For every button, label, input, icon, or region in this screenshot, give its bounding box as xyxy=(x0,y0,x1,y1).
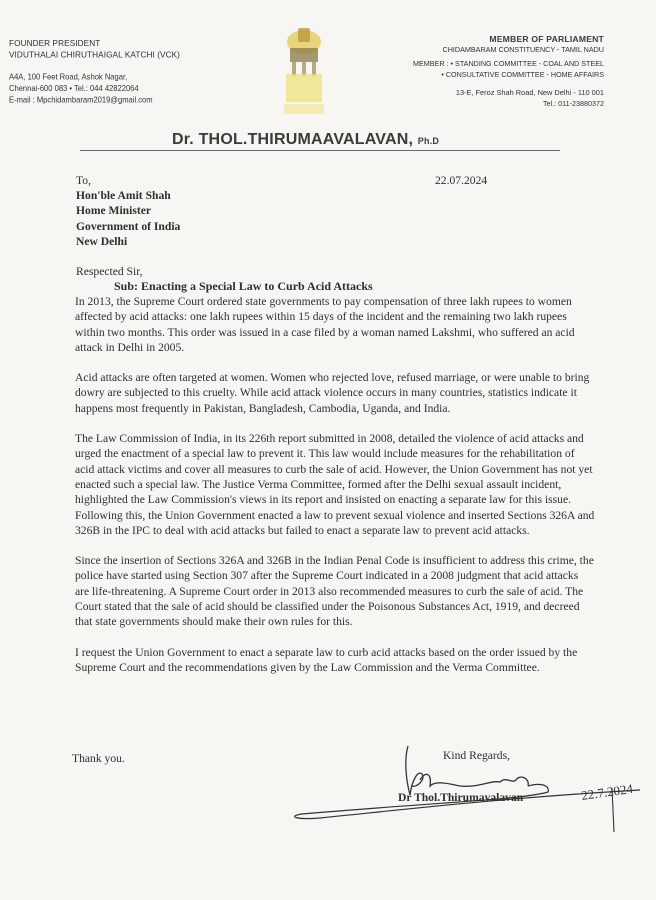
kind-regards: Kind Regards, xyxy=(443,749,510,762)
recipient-block xyxy=(76,188,180,249)
letterhead-right xyxy=(413,34,604,109)
mp-title: MEMBER OF PARLIAMENT xyxy=(489,34,604,44)
letterhead-divider xyxy=(80,150,560,151)
mp-degree: Ph.D xyxy=(417,136,440,146)
body-paragraph: Acid attacks are often targeted at women. Women who rejected love, refused marriage, or were unable to bring dowry are subjected to this cruelty. While acid attack violence occurs in many countries, statistics indicate it happens most frequently in Pakistan, Bangladesh, Cambodia, Uganda, and India. xyxy=(75,371,590,415)
letterhead-name xyxy=(172,131,439,149)
founder-title: FOUNDER PRESIDENT xyxy=(9,38,101,48)
recipient-title: Home Minister xyxy=(76,204,152,218)
delhi-tel: Tel.: 011-23880372 xyxy=(542,98,604,108)
national-emblem-icon xyxy=(276,24,332,120)
recipient-city: New Delhi xyxy=(76,234,128,248)
email: E-mail : Mpchidambaram2019@gmail.com xyxy=(9,95,153,105)
constituency: CHIDAMBARAM CONSTITUENCY - TAMIL NADU xyxy=(442,44,604,54)
letter-body xyxy=(75,294,595,690)
chennai-tel: Chennai-600 083 • Tel.: 044 42822064 xyxy=(9,83,139,94)
body-paragraph: I request the Union Government to enact a separate law to curb acid attacks based on the order issued by the Supreme Court and the recommendations given by the Law Commission and the Verma Committee. xyxy=(75,645,578,674)
svg-text:22.7.2024: 22.7.2024 xyxy=(580,780,634,803)
to-label: To, xyxy=(76,174,91,187)
recipient-org: Government of India xyxy=(76,219,181,233)
letter-date: 22.07.2024 xyxy=(435,174,488,187)
body-paragraph: In 2013, the Supreme Court ordered state governments to pay compensation of three lakh rupees to women affected by acid attacks: one lakh rupees within 15 days of the incident and the remaining two lakh rupees within two months. This order was issued in a case filed by a woman named Lakshmi, who suffered an acid attack in Delhi in 2005. xyxy=(75,295,575,354)
committee-coal-steel: MEMBER : • STANDING COMMITTEE - COAL AND STEEL xyxy=(412,59,604,68)
subject-line: Sub: Enacting a Special Law to Curb Acid Attacks xyxy=(114,279,373,293)
body-paragraph: Since the insertion of Sections 326A and 326B in the Indian Penal Code is insufficient to address this crime, the police have started using Section 307 after the Supreme Court indicated in a 2008 judgment that acid attacks are life-threatening. A Supreme Court order in 2013 also recommended measures to curb the sale of acid. The Court stated that the sale of acid should be classified under the Poisonous Substances Act, 1919, and decreed that state governments should make their own rules for this. xyxy=(75,554,594,629)
delhi-address: 13-E, Feroz Shah Road, New Delhi - 110 001 xyxy=(455,88,604,97)
thank-you: Thank you. xyxy=(72,752,125,765)
mp-name: Dr. THOL.THIRUMAAVALAVAN, xyxy=(172,131,414,148)
body-paragraph: The Law Commission of India, in its 226th report submitted in 2008, detailed the violence of acid attacks and urged the enactment of a special law to prevent it. This law would include measures for the rehabilitation of acid attack victims and cover all measures to curb the sale of acid. However, the Union Government has not yet enacted such a special law. The Justice Verma Committee, formed after the Delhi sexual assault incident, highlighted the Law Commission's views in its report and insisted on enacting a separate law for this issue. Following this, the Union Government enacted a law to prevent sexual violence and inserted Sections 326A and 326B in the IPC to deal with acid attacks but failed to enact a separate law to prevent acid attacks. xyxy=(75,432,595,537)
party-name: VIDUTHALAI CHIRUTHAIGAL KATCHI (VCK) xyxy=(9,49,181,60)
salutation: Respected Sir, xyxy=(76,265,143,278)
signer-name: Dr Thol.Thirumavalavan xyxy=(398,791,524,804)
recipient-name: Hon'ble Amit Shah xyxy=(76,189,171,202)
committee-home-affairs: • CONSULTATIVE COMMITTEE - HOME AFFAIRS xyxy=(441,69,604,79)
chennai-address: A4A, 100 Feet Road, Ashok Nagar, xyxy=(9,72,128,82)
letterhead-left xyxy=(9,37,180,105)
